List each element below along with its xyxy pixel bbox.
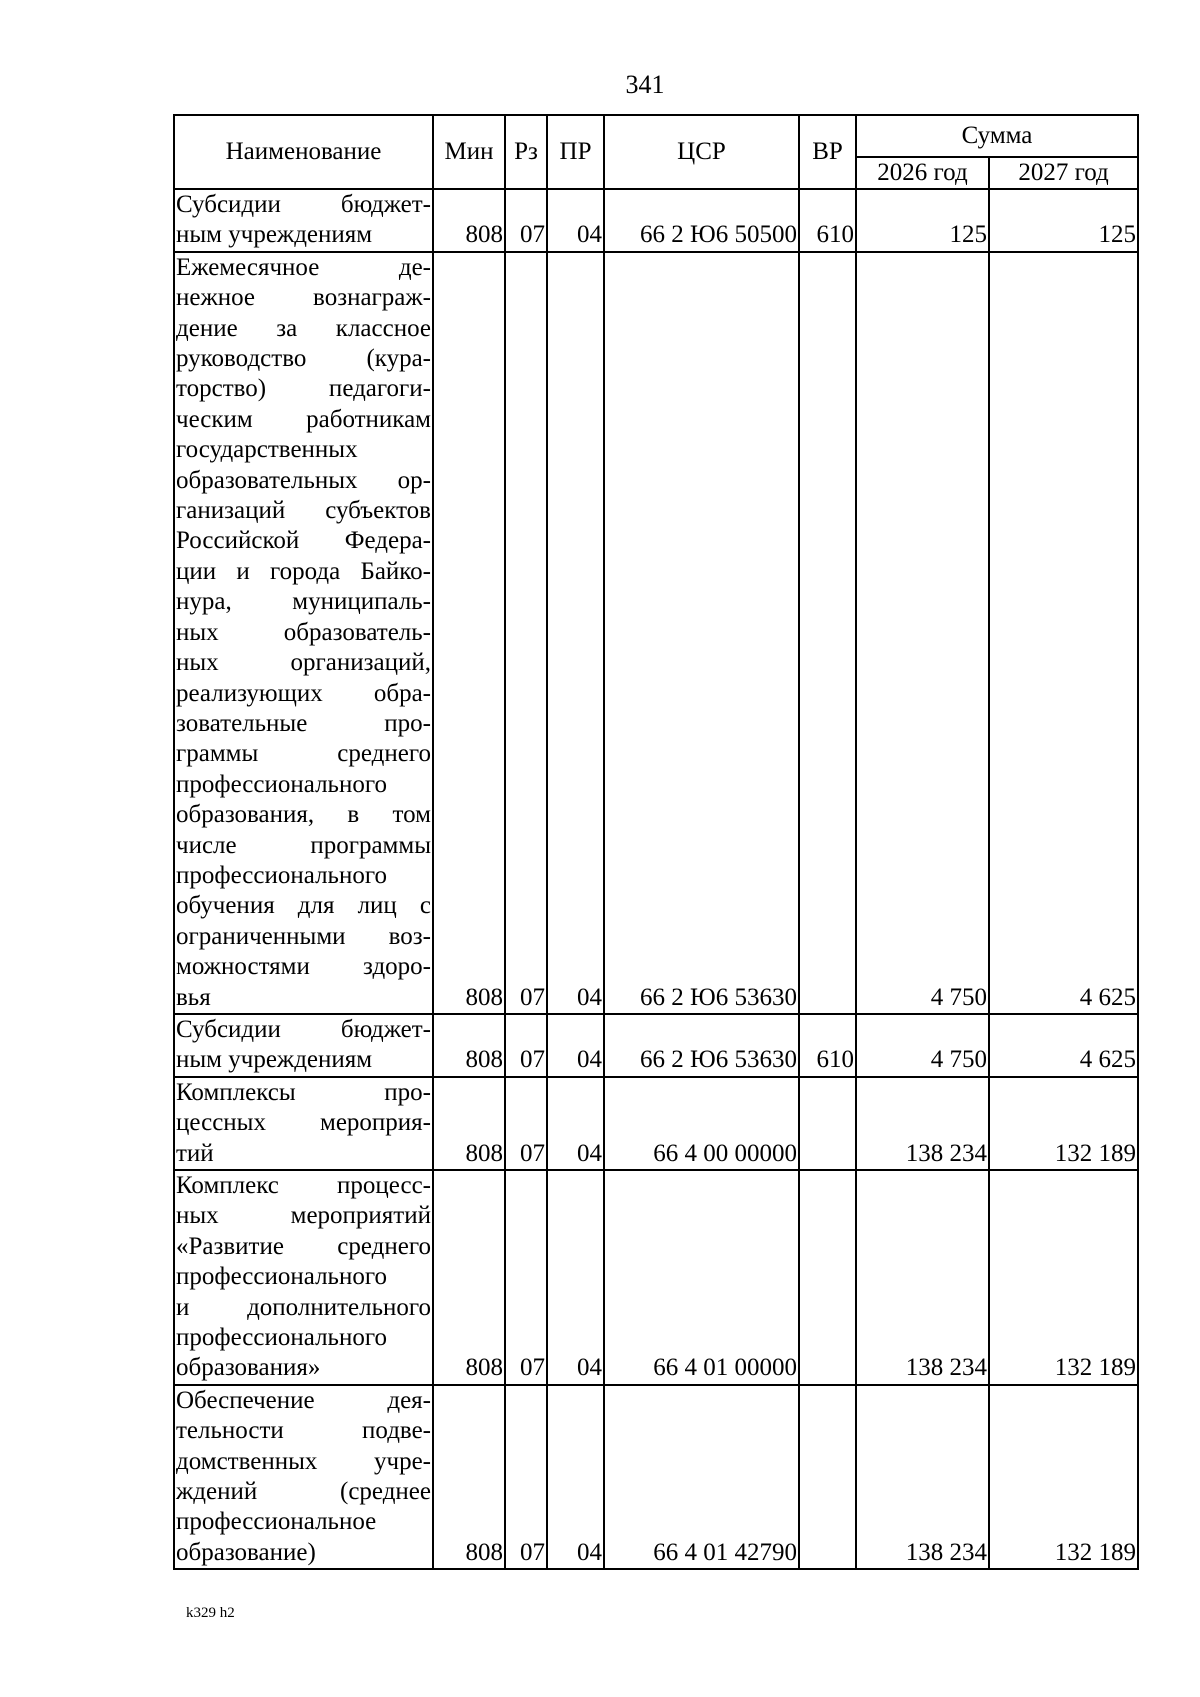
row-vr <box>799 1170 856 1385</box>
row-name-line: Комплекс процесс- <box>176 1172 431 1199</box>
table-row <box>174 1077 1138 1170</box>
row-name-line: ции и города Байко- <box>176 557 431 585</box>
row-csr: 66 2 Ю6 53630 <box>604 252 799 1014</box>
row-min: 808 <box>433 1077 505 1170</box>
row-name-line: образования, в том <box>176 801 431 829</box>
row-vr: 610 <box>799 189 856 252</box>
row-name-line: ганизаций субъектов <box>176 497 431 525</box>
row-name-line: обучения для лиц с <box>176 892 431 920</box>
row-name-line: нежное вознаграж- <box>176 284 431 312</box>
row-name-line: вья <box>176 983 211 1011</box>
row-name-line: ных организаций, <box>176 649 431 677</box>
row-name-line: ждений (среднее <box>176 1478 431 1506</box>
row-vr: 610 <box>799 1014 856 1077</box>
row-sum-2027: 4 625 <box>989 1014 1138 1077</box>
row-name <box>174 1014 433 1077</box>
row-pr: 04 <box>547 1170 604 1385</box>
row-name-line: «Развитие среднего <box>176 1232 431 1260</box>
row-name-line: домственных учре- <box>176 1447 431 1475</box>
row-csr: 66 4 01 42790 <box>604 1385 799 1569</box>
row-pr: 04 <box>547 1077 604 1170</box>
header-rz: Рз <box>505 115 547 189</box>
row-name-line: профессионального <box>176 770 387 798</box>
row-name-line: Ежемесячное де- <box>176 253 431 281</box>
row-name-line: ных образователь- <box>176 618 431 646</box>
row-name-line: Российской Федера- <box>176 527 431 555</box>
row-name-line: образования» <box>176 1354 321 1382</box>
table-row <box>174 1385 1138 1569</box>
row-name-line: ным учреждениям <box>176 1046 373 1074</box>
row-name-line: дение за классное <box>176 314 431 342</box>
row-name-line: ограниченными воз- <box>176 922 431 950</box>
row-name-line: ческим работникам <box>176 405 431 433</box>
row-sum-2027: 132 189 <box>989 1385 1138 1569</box>
row-name-line: тий <box>176 1139 214 1167</box>
header-name: Наименование <box>174 115 433 189</box>
row-min: 808 <box>433 252 505 1014</box>
row-rz: 07 <box>505 1170 547 1385</box>
row-sum-2026: 138 234 <box>856 1385 989 1569</box>
header-csr: ЦСР <box>604 115 799 189</box>
row-name <box>174 1170 433 1385</box>
header-vr: ВР <box>799 115 856 189</box>
row-min: 808 <box>433 1014 505 1077</box>
row-name-line: профессионального <box>176 1324 387 1352</box>
header-year-2027: 2027 год <box>989 157 1138 189</box>
row-name-line: профессионального <box>176 861 387 889</box>
row-name <box>174 189 433 252</box>
table-row <box>174 189 1138 252</box>
row-sum-2027: 4 625 <box>989 252 1138 1014</box>
row-name-line: торство) педагоги- <box>176 375 431 403</box>
row-name-line: ных мероприятий <box>176 1202 431 1230</box>
row-pr: 04 <box>547 1385 604 1569</box>
table-row <box>174 1014 1138 1077</box>
row-csr: 66 4 01 00000 <box>604 1170 799 1385</box>
header-pr: ПР <box>547 115 604 189</box>
row-name-line: государственных <box>176 436 358 464</box>
row-name <box>174 1077 433 1170</box>
header-year-2026: 2026 год <box>856 157 989 189</box>
row-vr <box>799 1385 856 1569</box>
row-csr: 66 2 Ю6 50500 <box>604 189 799 252</box>
page-number: 341 <box>625 70 665 99</box>
row-rz: 07 <box>505 1077 547 1170</box>
budget-table <box>173 114 1139 1570</box>
row-name-line: образование) <box>176 1538 316 1566</box>
row-name <box>174 252 433 1014</box>
row-sum-2027: 125 <box>989 189 1138 252</box>
row-pr: 04 <box>547 252 604 1014</box>
row-name-line: руководство (кура- <box>176 345 431 373</box>
row-name-line: ным учреждениям <box>176 221 373 249</box>
row-sum-2026: 138 234 <box>856 1077 989 1170</box>
row-sum-2026: 4 750 <box>856 1014 989 1077</box>
row-name-line: Субсидии бюджет- <box>176 1015 431 1043</box>
row-pr: 04 <box>547 1014 604 1077</box>
row-sum-2027: 132 189 <box>989 1170 1138 1385</box>
row-rz: 07 <box>505 1385 547 1569</box>
row-name-line: зовательные про- <box>176 709 431 737</box>
row-name-line: цессных мероприя- <box>176 1109 431 1137</box>
row-min: 808 <box>433 1385 505 1569</box>
row-csr: 66 4 00 00000 <box>604 1077 799 1170</box>
row-rz: 07 <box>505 252 547 1014</box>
row-name-line: профессиональное <box>176 1508 377 1536</box>
header-min: Мин <box>433 115 505 189</box>
row-min: 808 <box>433 189 505 252</box>
row-sum-2026: 138 234 <box>856 1170 989 1385</box>
row-name-line: Обеспечение дея- <box>176 1386 431 1414</box>
row-name-line: профессионального <box>176 1263 387 1291</box>
row-name-line: Субсидии бюджет- <box>176 191 431 218</box>
row-name <box>174 1385 433 1569</box>
row-name-line: реализующих обра- <box>176 679 431 707</box>
row-name-line: можностями здоро- <box>176 953 431 981</box>
footer-code: k329 h2 <box>186 1605 235 1621</box>
row-csr: 66 2 Ю6 53630 <box>604 1014 799 1077</box>
row-min: 808 <box>433 1170 505 1385</box>
row-sum-2026: 4 750 <box>856 252 989 1014</box>
row-name-line: тельности подве- <box>176 1417 431 1445</box>
row-pr: 04 <box>547 189 604 252</box>
row-name-line: образовательных ор- <box>176 466 431 494</box>
row-name-line: граммы среднего <box>176 740 431 768</box>
row-rz: 07 <box>505 1014 547 1077</box>
row-name-line: нура, муниципаль- <box>176 588 431 616</box>
row-sum-2026: 125 <box>856 189 989 252</box>
row-name-line: числе программы <box>176 831 431 859</box>
table-row <box>174 1170 1138 1385</box>
row-rz: 07 <box>505 189 547 252</box>
row-sum-2027: 132 189 <box>989 1077 1138 1170</box>
header-sum: Сумма <box>856 115 1138 157</box>
table-body <box>174 189 1138 1569</box>
row-vr <box>799 252 856 1014</box>
row-name-line: и дополнительного <box>176 1293 431 1321</box>
row-vr <box>799 1077 856 1170</box>
row-name-line: Комплексы про- <box>176 1078 431 1106</box>
table-row <box>174 252 1138 1014</box>
